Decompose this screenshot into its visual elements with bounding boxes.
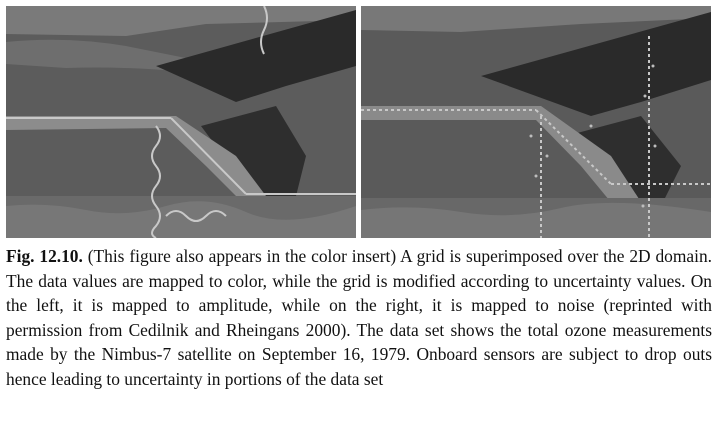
speck xyxy=(535,175,538,178)
speck xyxy=(654,145,657,148)
figure xyxy=(0,6,717,238)
speck xyxy=(590,125,593,128)
speck xyxy=(644,95,647,98)
amplitude-mapped-grid-svg xyxy=(6,6,356,238)
noise-mapped-grid-svg xyxy=(361,6,711,238)
amplitude-mapped-grid-image xyxy=(6,6,356,238)
noise-mapped-grid-image xyxy=(361,6,711,238)
figure-label: Fig. 12.10. xyxy=(6,246,83,266)
speck xyxy=(530,135,533,138)
speck xyxy=(652,65,655,68)
speck xyxy=(546,155,549,158)
speck xyxy=(642,205,645,208)
figure-caption xyxy=(6,244,712,392)
caption-text: (This figure also appears in the color insert) A grid is superimposed over the 2D domain. The data values are mapped to color, while the grid is modified according to uncertainty values. On the left, it is mapped to amplitude, while on the right, it is mapped to noise (reprinted with permission from Cedilnik and Rheingans 2000). The data set shows the total ozone measurements made by the Nimbus-7 satellite on September 16, 1979. Onboard sensors are subject to drop outs hence leading to uncertainty in portions of the data set xyxy=(6,246,712,389)
